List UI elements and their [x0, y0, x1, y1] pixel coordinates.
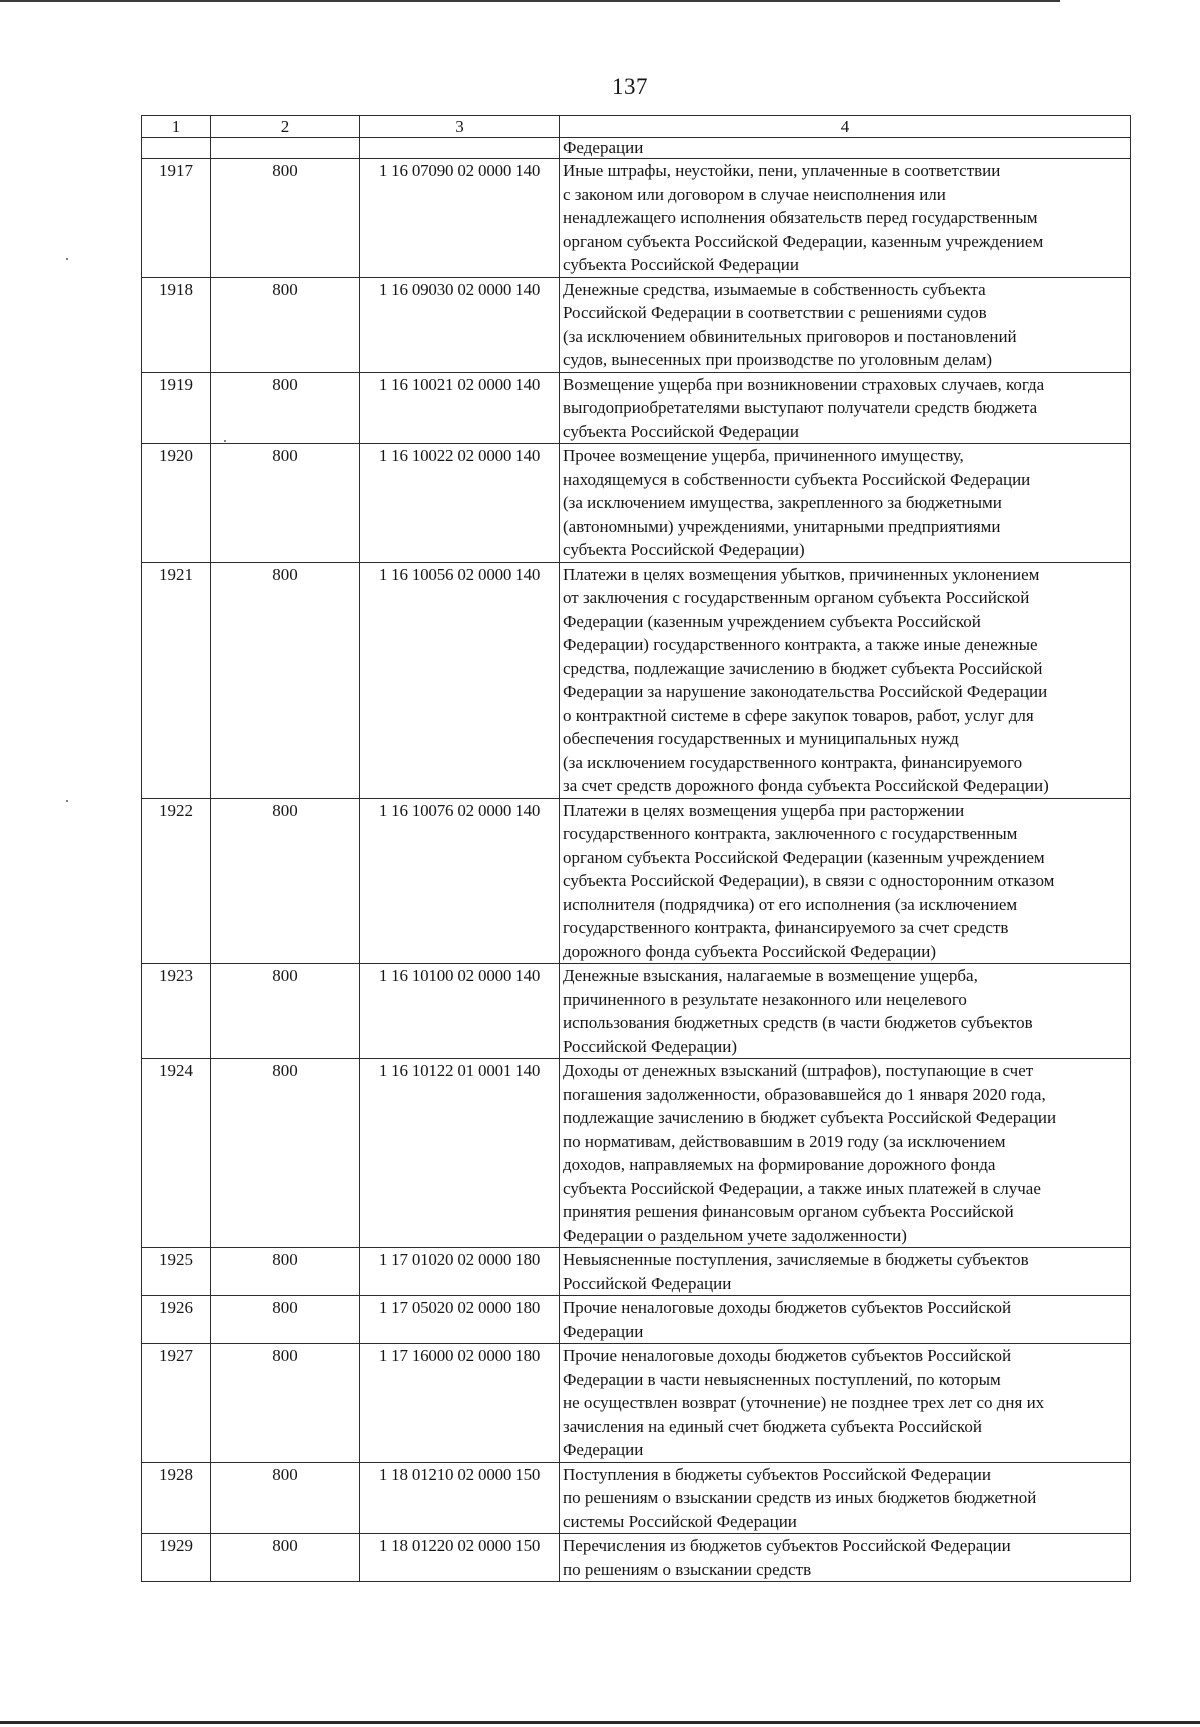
row-number: 1926 [142, 1296, 211, 1344]
description-line: Российской Федерации) [563, 1036, 737, 1056]
row-number: 1917 [142, 159, 211, 278]
description-line: погашения задолженности, образовавшейся до 1 января 2020 года, [563, 1084, 1046, 1104]
cell-empty [360, 138, 560, 159]
column-header-2: 2 [211, 116, 360, 138]
description-line: от заключения с государственным органом субъекта Российской [563, 588, 1030, 607]
description-line: субъекта Российской Федерации [563, 255, 799, 274]
description-line: Возмещение ущерба при возникновении страховых случаев, когда [563, 374, 1045, 394]
description-line: Федерации (казенным учреждением субъекта Российской [563, 611, 981, 631]
row-number: 1922 [142, 798, 211, 964]
income-code: 1 16 09030 02 0000 140 [360, 277, 560, 372]
cell-empty [142, 138, 211, 159]
income-description [560, 159, 1131, 278]
description-line: выгодоприобретателями выступают получатели средств бюджета [563, 398, 1038, 417]
description-line: Федерации за нарушение законодательства Российской Федерации [563, 682, 1048, 701]
description-line: органом субъекта Российской Федерации, казенным учреждением [563, 231, 1044, 251]
description-line: Поступления в бюджеты субъектов Российской Федерации [563, 1464, 991, 1484]
table-row [142, 562, 1131, 798]
admin-code: 800 [211, 964, 360, 1059]
income-code: 1 16 10122 01 0001 140 [360, 1059, 560, 1248]
admin-code: 800 [211, 159, 360, 278]
description-line: (за исключением имущества, закрепленного за бюджетными [563, 493, 1002, 512]
table-row [142, 277, 1131, 372]
description-line: Платежи в целях возмещения ущерба при расторжении [563, 800, 965, 820]
description-line: Российской Федерации [563, 1273, 732, 1293]
description-line: о контрактной системе в сфере закупок товаров, работ, услуг для [563, 705, 1034, 725]
income-code: 1 16 10076 02 0000 140 [360, 798, 560, 964]
description-line: обеспечения государственных и муниципальных нужд [563, 729, 959, 748]
description-line: субъекта Российской Федерации [563, 421, 799, 441]
income-description [560, 798, 1131, 964]
row-number: 1925 [142, 1248, 211, 1296]
income-description [560, 277, 1131, 372]
page-number: 137 [612, 74, 648, 99]
description-line: находящемуся в собственности субъекта Российской Федерации [563, 469, 1031, 489]
row-number: 1924 [142, 1059, 211, 1248]
description-line: ненадлежащего исполнения обязательств перед государственным [563, 208, 1038, 227]
column-header-3: 3 [360, 116, 560, 138]
continued-description: Федерации [560, 138, 1131, 159]
description-line: субъекта Российской Федерации) [563, 540, 805, 559]
table-row [142, 159, 1131, 278]
income-code: 1 17 01020 02 0000 180 [360, 1248, 560, 1296]
income-description [560, 372, 1131, 444]
description-line: Доходы от денежных взысканий (штрафов), поступающие в счет [563, 1061, 1034, 1080]
income-description [560, 1462, 1131, 1534]
column-header-4: 4 [560, 116, 1131, 138]
income-code: 1 16 10100 02 0000 140 [360, 964, 560, 1059]
scan-bottom-edge [0, 1721, 1200, 1724]
admin-code: 800 [211, 1534, 360, 1582]
description-line: принятия решения финансовым органом субъекта Российской [563, 1202, 1014, 1221]
income-codes-table [141, 115, 1131, 1582]
description-line: по решениям о взыскании средств из иных бюджетов бюджетной [563, 1488, 1037, 1507]
description-line: с законом или договором в случае неисполнения или [563, 184, 946, 204]
admin-code: 800 [211, 1462, 360, 1534]
admin-code: 800 [211, 444, 360, 563]
description-line: Прочие неналоговые доходы бюджетов субъектов Российской [563, 1298, 1012, 1317]
description-line: исполнителя (подрядчика) от его исполнения (за исключением [563, 894, 1018, 914]
table-row [142, 1059, 1131, 1248]
description-line: Федерации в части невыясненных поступлений, по которым [563, 1369, 1001, 1389]
table-row [142, 1344, 1131, 1463]
description-line: дорожного фонда субъекта Российской Федерации) [563, 941, 937, 961]
income-code: 1 16 10056 02 0000 140 [360, 562, 560, 798]
description-line: Федерации) государственного контракта, а также иные денежные [563, 635, 1038, 654]
description-line: Денежные средства, изымаемые в собственность субъекта [563, 279, 986, 299]
scan-speck [66, 800, 68, 802]
description-line: Невыясненные поступления, зачисляемые в бюджеты субъектов [563, 1250, 1029, 1269]
income-description [560, 1296, 1131, 1344]
scan-top-edge [0, 0, 1060, 2]
description-line: Денежные взыскания, налагаемые в возмещение ущерба, [563, 966, 978, 985]
admin-code: 800 [211, 562, 360, 798]
table-row [142, 1296, 1131, 1344]
continuation-row [142, 138, 1131, 159]
admin-code: 800 [211, 1248, 360, 1296]
income-code: 1 16 07090 02 0000 140 [360, 159, 560, 278]
description-line: системы Российской Федерации [563, 1511, 797, 1531]
description-line: по решениям о взыскании средств [563, 1559, 812, 1579]
description-line: причиненного в результате незаконного или нецелевого [563, 989, 967, 1009]
description-line: (автономными) учреждениями, унитарными предприятиями [563, 516, 1001, 536]
row-number: 1929 [142, 1534, 211, 1582]
income-description [560, 1248, 1131, 1296]
income-description [560, 1534, 1131, 1582]
income-code: 1 18 01220 02 0000 150 [360, 1534, 560, 1582]
description-line: Прочие неналоговые доходы бюджетов субъектов Российской [563, 1346, 1012, 1365]
description-line: средства, подлежащие зачислению в бюджет субъекта Российской [563, 658, 1043, 678]
description-line: доходов, направляемых на формирование дорожного фонда [563, 1155, 996, 1174]
description-line: Федерации о раздельном учете задолженности) [563, 1225, 907, 1245]
income-description [560, 444, 1131, 563]
description-line: государственного контракта, заключенного с государственным [563, 824, 1018, 843]
description-line: (за исключением государственного контракта, финансируемого [563, 752, 1023, 772]
admin-code: 800 [211, 372, 360, 444]
description-line: Федерации [563, 1321, 644, 1341]
description-line: за счет средств дорожного фонда субъекта Российской Федерации) [563, 776, 1049, 795]
cell-empty [211, 138, 360, 159]
row-number: 1918 [142, 277, 211, 372]
column-header-1: 1 [142, 116, 211, 138]
income-code: 1 17 16000 02 0000 180 [360, 1344, 560, 1463]
row-number: 1921 [142, 562, 211, 798]
description-line: Федерации [563, 1440, 644, 1459]
description-line: Российской Федерации в соответствии с решениями судов [563, 303, 987, 322]
table-row [142, 372, 1131, 444]
description-line: Прочее возмещение ущерба, причиненного имуществу, [563, 446, 964, 465]
row-number: 1920 [142, 444, 211, 563]
description-line: подлежащие зачислению в бюджет субъекта Российской Федерации [563, 1108, 1057, 1127]
description-line: Платежи в целях возмещения убытков, причиненных уклонением [563, 564, 1040, 584]
description-line: субъекта Российской Федерации), в связи с односторонним отказом [563, 871, 1055, 890]
row-number: 1919 [142, 372, 211, 444]
income-code: 1 17 05020 02 0000 180 [360, 1296, 560, 1344]
admin-code: 800 [211, 1344, 360, 1463]
income-code: 1 16 10022 02 0000 140 [360, 444, 560, 563]
table-row [142, 1248, 1131, 1296]
description-line: государственного контракта, финансируемого за счет средств [563, 918, 1009, 937]
description-line: использования бюджетных средств (в части бюджетов субъектов [563, 1013, 1033, 1032]
income-description [560, 562, 1131, 798]
income-description [560, 1059, 1131, 1248]
description-line: по нормативам, действовавшим в 2019 году (за исключением [563, 1131, 1006, 1151]
description-line: судов, вынесенных при производстве по уголовным делам) [563, 350, 993, 369]
table-row [142, 1462, 1131, 1534]
table-row [142, 964, 1131, 1059]
description-line: органом субъекта Российской Федерации (казенным учреждением [563, 847, 1045, 867]
admin-code: 800 [211, 1296, 360, 1344]
income-description [560, 964, 1131, 1059]
row-number: 1928 [142, 1462, 211, 1534]
description-line: Иные штрафы, неустойки, пени, уплаченные в соответствии [563, 161, 1001, 180]
description-line: субъекта Российской Федерации, а также иных платежей в случае [563, 1178, 1041, 1198]
table-header-row [142, 116, 1131, 138]
admin-code: 800 [211, 1059, 360, 1248]
description-line: Перечисления из бюджетов субъектов Российской Федерации [563, 1536, 1011, 1555]
description-line: (за исключением обвинительных приговоров и постановлений [563, 326, 1017, 346]
admin-code: 800 [211, 277, 360, 372]
scan-speck [66, 258, 68, 260]
description-line: не осуществлен возврат (уточнение) не позднее трех лет со дня их [563, 1393, 1045, 1412]
row-number: 1923 [142, 964, 211, 1059]
income-code: 1 18 01210 02 0000 150 [360, 1462, 560, 1534]
income-description [560, 1344, 1131, 1463]
description-line: зачисления на единый счет бюджета субъекта Российской [563, 1416, 982, 1436]
table-row [142, 798, 1131, 964]
income-code: 1 16 10021 02 0000 140 [360, 372, 560, 444]
table-row [142, 1534, 1131, 1582]
row-number: 1927 [142, 1344, 211, 1463]
admin-code: 800 [211, 798, 360, 964]
table-row [142, 444, 1131, 563]
